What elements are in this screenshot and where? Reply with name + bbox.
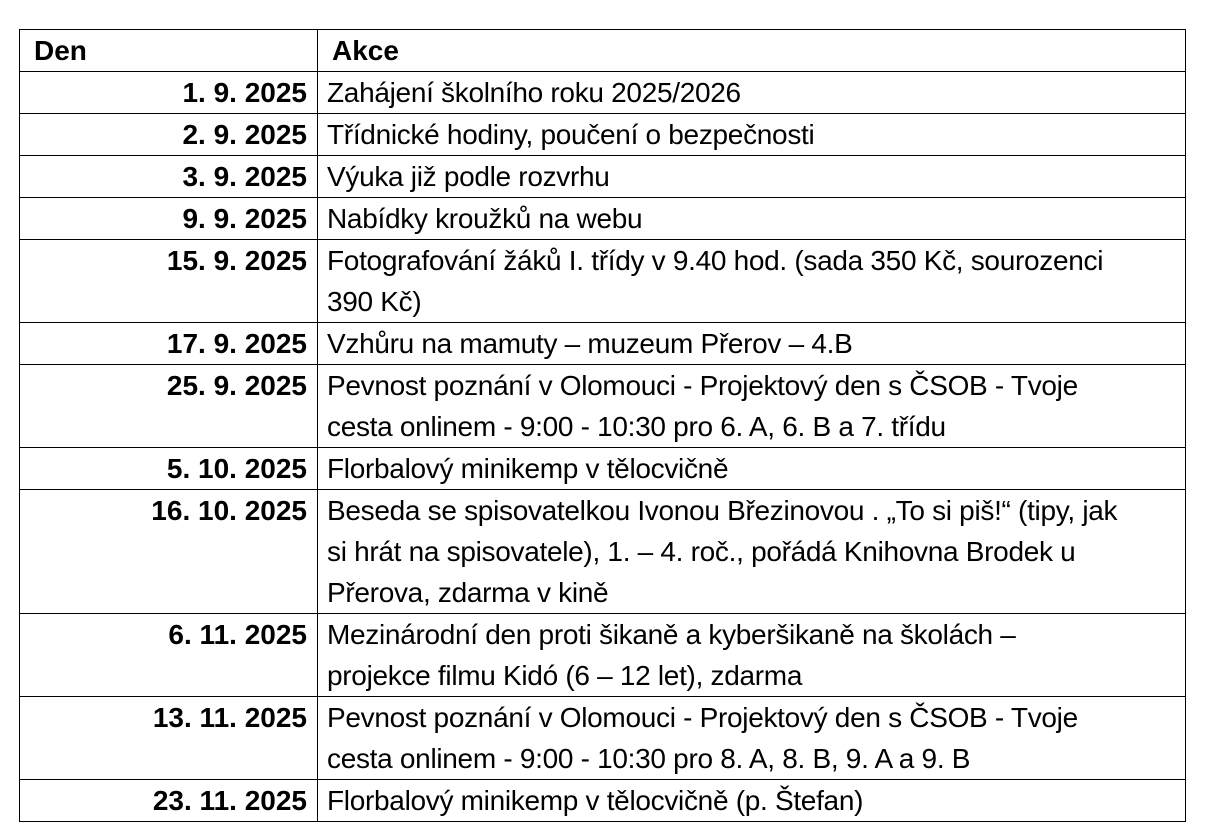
event-action bbox=[318, 697, 1186, 780]
event-date: 6. 11. 2025 bbox=[20, 614, 318, 697]
table-row bbox=[20, 365, 1186, 448]
header-day: Den bbox=[20, 30, 318, 72]
table-row bbox=[20, 780, 1186, 822]
table-row bbox=[20, 198, 1186, 240]
table-row bbox=[20, 240, 1186, 323]
event-action bbox=[318, 448, 1186, 490]
table-row bbox=[20, 448, 1186, 490]
event-action bbox=[318, 323, 1186, 365]
event-date: 1. 9. 2025 bbox=[20, 72, 318, 114]
event-action-line: Zahájení školního roku 2025/2026 bbox=[327, 77, 741, 108]
event-action-line: cesta onlinem - 9:00 - 10:30 pro 6. A, 6. B a 7. třídu bbox=[327, 411, 946, 442]
table-row bbox=[20, 697, 1186, 780]
event-date: 2. 9. 2025 bbox=[20, 114, 318, 156]
event-date: 25. 9. 2025 bbox=[20, 365, 318, 448]
event-date: 9. 9. 2025 bbox=[20, 198, 318, 240]
event-action bbox=[318, 614, 1186, 697]
event-action-line: Beseda se spisovatelkou Ivonou Březinovou . „To si piš!“ (tipy, jak bbox=[327, 495, 1118, 526]
table-row bbox=[20, 323, 1186, 365]
event-date: 15. 9. 2025 bbox=[20, 240, 318, 323]
event-action-line: Florbalový minikemp v tělocvičně (p. Štefan) bbox=[327, 785, 864, 816]
event-action bbox=[318, 365, 1186, 448]
event-action-line: Výuka již podle rozvrhu bbox=[327, 161, 610, 192]
event-action-line: Pevnost poznání v Olomouci - Projektový den s ČSOB - Tvoje bbox=[327, 370, 1078, 401]
event-action bbox=[318, 156, 1186, 198]
event-action-line: Vzhůru na mamuty – muzeum Přerov – 4.B bbox=[327, 328, 853, 359]
event-action-line: Třídnické hodiny, poučení o bezpečnosti bbox=[327, 119, 815, 150]
event-action-line: 390 Kč) bbox=[327, 286, 422, 317]
table-row bbox=[20, 614, 1186, 697]
event-action bbox=[318, 490, 1186, 614]
event-action-line: Fotografování žáků I. třídy v 9.40 hod. (sada 350 Kč, sourozenci bbox=[327, 245, 1104, 276]
event-date: 3. 9. 2025 bbox=[20, 156, 318, 198]
event-action bbox=[318, 198, 1186, 240]
event-date: 13. 11. 2025 bbox=[20, 697, 318, 780]
event-action-line: Florbalový minikemp v tělocvičně bbox=[327, 453, 729, 484]
event-action bbox=[318, 114, 1186, 156]
table-row bbox=[20, 156, 1186, 198]
event-action bbox=[318, 240, 1186, 323]
table-row bbox=[20, 72, 1186, 114]
event-action bbox=[318, 780, 1186, 822]
event-action-line: projekce filmu Kidó (6 – 12 let), zdarma bbox=[327, 660, 803, 691]
event-date: 5. 10. 2025 bbox=[20, 448, 318, 490]
event-action-line: cesta onlinem - 9:00 - 10:30 pro 8. A, 8. B, 9. A a 9. B bbox=[327, 743, 971, 774]
event-action-line: Nabídky kroužků na webu bbox=[327, 203, 643, 234]
header-action: Akce bbox=[318, 30, 1186, 72]
event-action-line: si hrát na spisovatele), 1. – 4. roč., pořádá Knihovna Brodek u bbox=[327, 536, 1076, 567]
events-table bbox=[19, 29, 1186, 822]
event-date: 16. 10. 2025 bbox=[20, 490, 318, 614]
header-row bbox=[20, 30, 1186, 72]
event-date: 17. 9. 2025 bbox=[20, 323, 318, 365]
event-action bbox=[318, 72, 1186, 114]
event-action-line: Pevnost poznání v Olomouci - Projektový den s ČSOB - Tvoje bbox=[327, 702, 1078, 733]
event-action-line: Přerova, zdarma v kině bbox=[327, 577, 609, 608]
table-row bbox=[20, 114, 1186, 156]
table-row bbox=[20, 490, 1186, 614]
event-action-line: Mezinárodní den proti šikaně a kyberšikaně na školách – bbox=[327, 619, 1016, 650]
event-date: 23. 11. 2025 bbox=[20, 780, 318, 822]
